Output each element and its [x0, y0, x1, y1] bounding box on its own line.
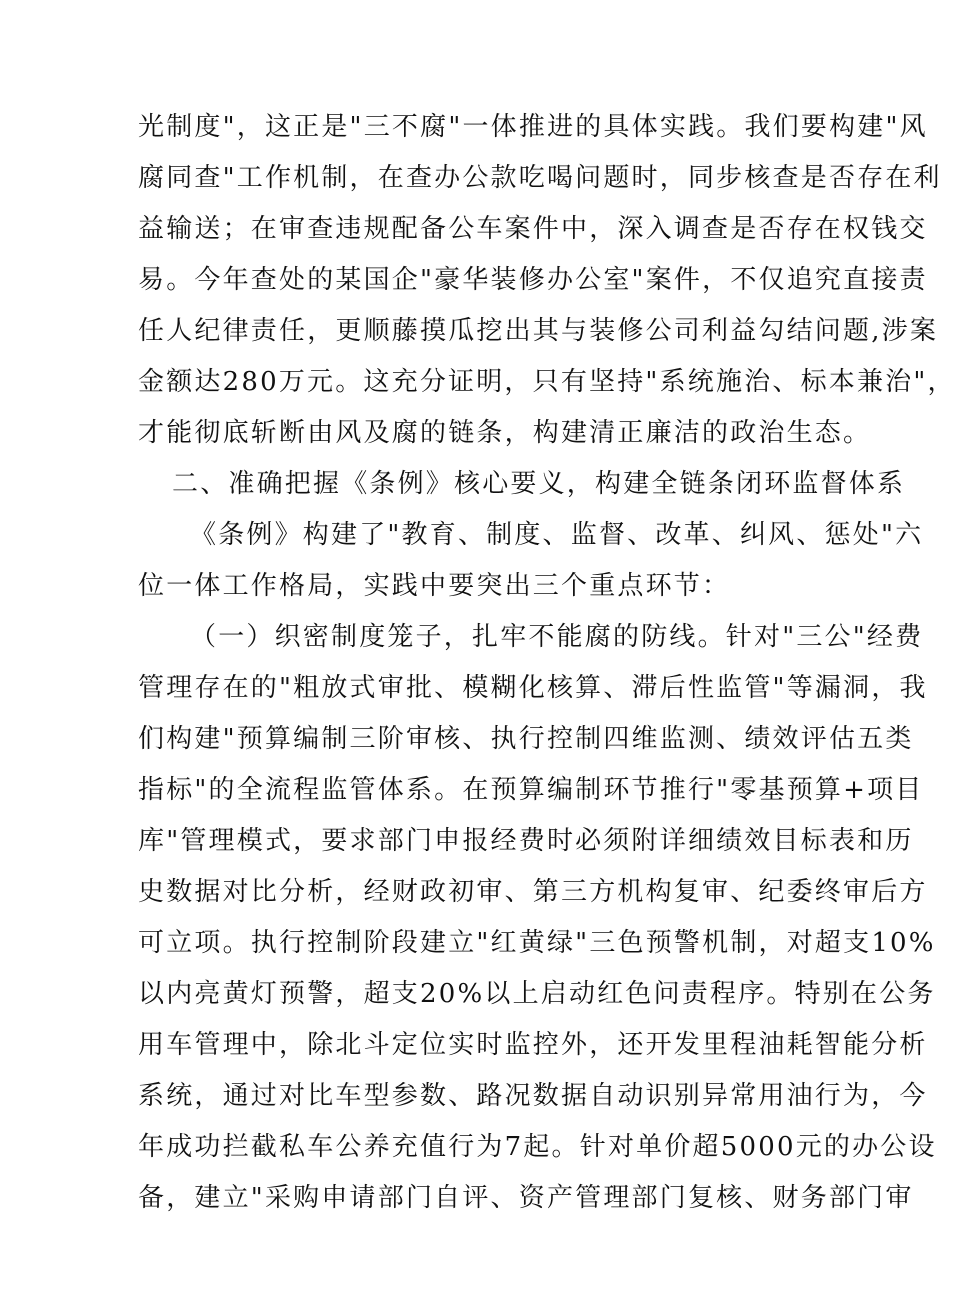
section-heading [138, 459, 906, 510]
text-line: 光制度"，这正是"三不腐"一体推进的具体实践。我们要构建"风 [138, 112, 928, 142]
text-line: 腐同查"工作机制，在查办公款吃喝问题时，同步核查是否存在利 [138, 163, 942, 193]
text-line: 史数据对比分析，经财政初审、第三方机构复审、纪委终审后方 [138, 877, 928, 907]
paragraph-tiaoli-intro [138, 510, 924, 612]
text-line: （一）织密制度笼子，扎牢不能腐的防线。针对"三公"经费 [190, 622, 924, 652]
paragraph-zhi-du-long-zi [138, 612, 937, 1224]
section-heading-text: 二、准确把握《条例》核心要义，构建全链条闭环监督体系 [172, 469, 906, 499]
text-line: 《条例》构建了"教育、制度、监督、改革、纠风、惩处"六 [190, 520, 924, 550]
text-line: 年成功拦截私车公养充值行为7起。针对单价超5000元的办公设 [138, 1132, 937, 1162]
text-line: 以内亮黄灯预警，超支20%以上启动红色问责程序。特别在公务 [138, 979, 936, 1009]
text-line: 管理存在的"粗放式审批、模糊化核算、滞后性监管"等漏洞，我 [138, 673, 928, 703]
text-line: 金额达280万元。这充分证明，只有坚持"系统施治、标本兼治"， [138, 367, 956, 397]
text-line: 位一体工作格局，实践中要突出三个重点环节： [138, 571, 731, 601]
text-line: 可立项。执行控制阶段建立"红黄绿"三色预警机制，对超支10% [138, 928, 936, 958]
text-line: 任人纪律责任，更顺藤摸瓜挖出其与装修公司利益勾结问题,涉案 [138, 316, 939, 346]
text-line: 用车管理中，除北斗定位实时监控外，还开发里程油耗智能分析 [138, 1030, 928, 1060]
paragraph-feng-fu-tong-cha [138, 102, 956, 459]
text-line: 才能彻底斩断由风及腐的链条，构建清正廉洁的政治生态。 [138, 418, 872, 448]
text-line: 系统，通过对比车型参数、路况数据自动识别异常用油行为，今 [138, 1081, 928, 1111]
text-line: 指标"的全流程监管体系。在预算编制环节推行"零基预算+项目 [138, 775, 924, 805]
text-line: 备，建立"采购申请部门自评、资产管理部门复核、财务部门审 [138, 1183, 914, 1213]
text-line: 库"管理模式，要求部门申报经费时必须附详细绩效目标表和历 [138, 826, 914, 856]
document-body [138, 102, 956, 1224]
text-line: 们构建"预算编制三阶审核、执行控制四维监测、绩效评估五类 [138, 724, 914, 754]
text-line: 易。今年查处的某国企"豪华装修办公室"案件，不仅追究直接责 [138, 265, 928, 295]
text-line: 益输送；在审查违规配备公车案件中，深入调查是否存在权钱交 [138, 214, 928, 244]
